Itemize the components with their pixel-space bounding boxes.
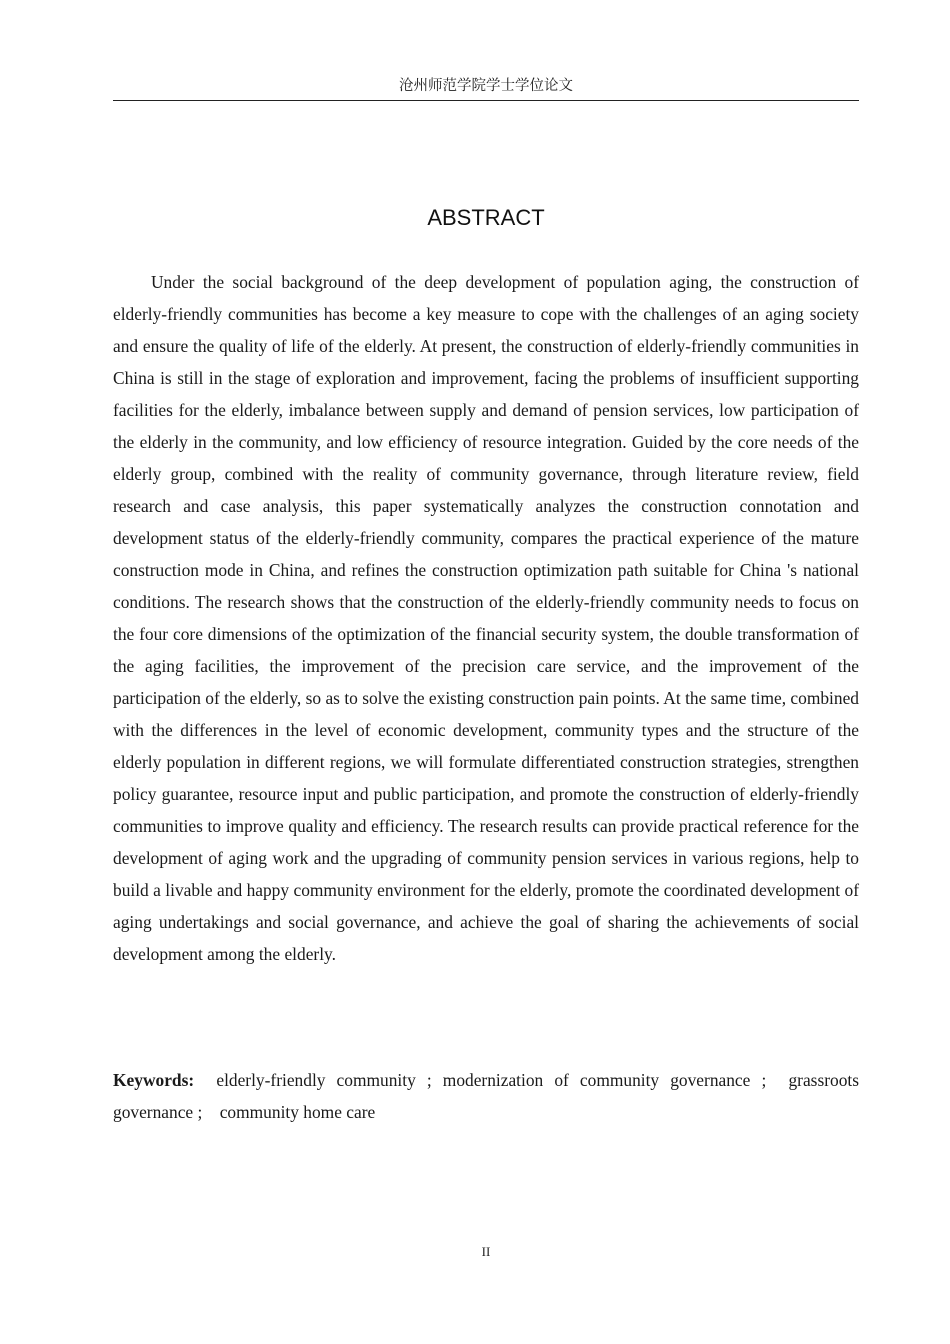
abstract-body: Under the social background of the deep development of population aging, the construction of elderly-friendly communities has become a key measure to cope with the challenges of an aging society and ensure the quality of life of the elderly. At present, the construction of elderly-friendly communities in China is still in the stage of exploration and improvement, facing the problems of insufficient supporting facilities for the elderly, imbalance between supply and demand of pension services, low participation of the elderly in the community, and low efficiency of resource integration. Guided by the core needs of the elderly group, combined with the reality of community governance, through literature review, field research and case analysis, this paper systematically analyzes the construction connotation and development status of the elderly-friendly community, compares the practical experience of the mature construction mode in China, and refines the construction optimization path suitable for China 's national conditions. The research shows that the construction of the elderly-friendly community needs to focus on the four core dimensions of the optimization of the financial security system, the double transformation of the aging facilities, the improvement of the precision care service, and the improvement of the participation of the elderly, so as to solve the existing construction pain points. At the same time, combined with the differences in the level of economic development, community types and the structure of the elderly population in different regions, we will formulate differentiated construction strategies, strengthen policy guarantee, resource input and public participation, and promote the construction of elderly-friendly communities to improve quality and efficiency. The research results can provide practical reference for the development of aging work and the upgrading of community pension services in various regions, help to build a livable and happy community environment for the elderly, promote the coordinated development of aging undertakings and social governance, and achieve the goal of sharing the achievements of social development among the elderly. [113,272,859,964]
running-header: 沧州师范学院学士学位论文 [399,78,573,94]
keywords-text: elderly-friendly community ; modernization of community governance ; grassroots governance ; community home care [113,1070,864,1122]
abstract-title: ABSTRACT [427,205,545,230]
keywords-paragraph [113,1064,864,1128]
keywords-label: Keywords: [113,1070,195,1090]
page-number: II [481,1244,491,1259]
header-rule [113,100,859,101]
